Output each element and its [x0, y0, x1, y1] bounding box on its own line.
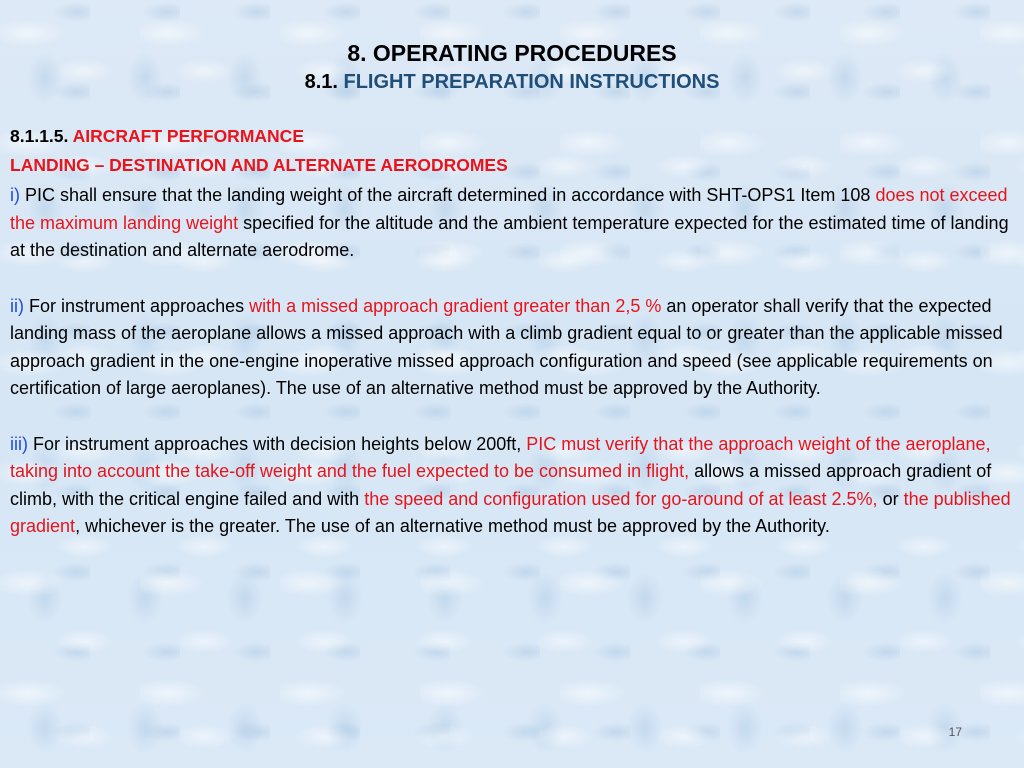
slide-subtitle — [0, 68, 1024, 96]
paragraph-ii — [10, 293, 1014, 403]
slide-content — [10, 124, 1014, 541]
paragraph-ii-label: ii) — [10, 295, 24, 316]
subtitle-text: FLIGHT PREPARATION INSTRUCTIONS — [343, 71, 720, 93]
subheading: LANDING – DESTINATION AND ALTERNATE AERODROMES — [10, 155, 508, 175]
paragraph-iii — [10, 431, 1014, 541]
title-block — [0, 38, 1024, 96]
paragraph-i — [10, 182, 1014, 265]
paragraph-ii-highlight-1: with a missed approach gradient greater than 2,5 % — [249, 295, 662, 316]
paragraph-ii-text-2: an operator shall verify that the expected landing mass of the aeroplane allows a missed approach with a climb gradient equal to or greater than the applicable missed approach gradient in the one-engine inoperative missed approach configuration and speed (see applicable requirements on certification of large aeroplanes). The use of an alternative method must be approved by the Authority. — [10, 295, 1003, 398]
paragraph-iii-highlight-1: PIC must verify that the approach weight of the aeroplane, taking into account the take-off weight and the fuel expected to be consumed in flight, — [10, 433, 991, 481]
paragraph-i-text-2: specified for the altitude and the ambient temperature expected for the estimated time of landing at the destination and alternate aerodrome. — [10, 212, 1009, 260]
paragraph-i-highlight-1: does not exceed the maximum landing weight — [10, 185, 1008, 233]
paragraph-iii-label: iii) — [10, 433, 28, 454]
paragraph-i-text-1: PIC shall ensure that the landing weight of the aircraft determined in accordance with SHT-OPS1 Item 108 — [20, 185, 876, 205]
subtitle-number: 8.1. — [304, 71, 338, 93]
section-name: AIRCRAFT PERFORMANCE — [72, 126, 304, 146]
section-heading — [10, 124, 1014, 148]
paragraph-ii-text-1: For instrument approaches — [24, 295, 250, 316]
paragraph-iii-highlight-2: the speed and configuration used for go-around of at least 2.5%, — [364, 488, 878, 509]
section-number: 8.1.1.5. — [10, 126, 69, 146]
slide-title: 8. OPERATING PROCEDURES — [347, 40, 677, 66]
paragraph-i-label: i) — [10, 185, 20, 205]
paragraph-iii-text-5: , whichever is the greater. The use of an alternative method must be approved by the Authority. — [75, 516, 830, 536]
paragraph-iii-text-2: allows a missed approach gradient of climb, with the critical engine failed and with — [10, 461, 992, 509]
paragraph-iii-or: or — [882, 488, 899, 509]
paragraph-iii-text-1: For instrument approaches with decision heights below 200ft, — [28, 433, 527, 454]
paragraph-iii-highlight-3: the published gradient — [10, 488, 1011, 536]
page-number: 17 — [948, 725, 962, 739]
